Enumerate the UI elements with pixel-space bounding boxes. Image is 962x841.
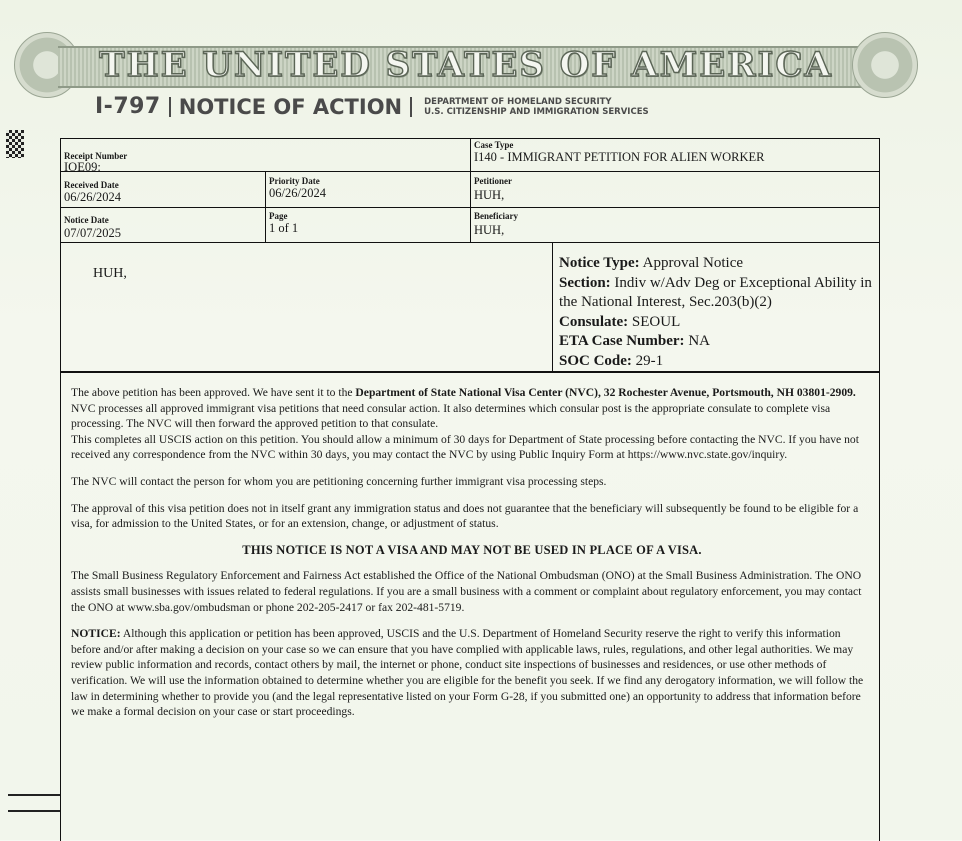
nvc-address: Department of State National Visa Center (NVC), 32 Rochester Avenue, Portsmouth, NH 03801-2909. xyxy=(355,386,856,399)
field-label: Priority Date xyxy=(269,176,320,186)
page-field xyxy=(266,208,471,243)
dept-line2: U.S. CITIZENSHIP AND IMMIGRATION SERVICES xyxy=(424,106,649,117)
notice-date-value: 07/07/2025 xyxy=(64,226,121,240)
margin-mark xyxy=(8,794,60,796)
field-label: Receipt Number xyxy=(64,151,128,161)
text-span: NVC processes all approved immigrant visa petitions that need consular action. It also determines which consular post is the appropriate consulate to complete visa processing. The NVC will then forward the approved petition to that consulate. xyxy=(71,401,831,431)
notice-label: NOTICE: xyxy=(71,627,121,641)
notice-form xyxy=(60,138,880,841)
received-date-field xyxy=(61,172,266,208)
form-number: I-797 xyxy=(95,94,161,119)
address-block xyxy=(61,243,553,371)
field-label: Received Date xyxy=(64,180,119,190)
soc-label: SOC Code: xyxy=(559,352,632,369)
banner xyxy=(14,32,918,96)
notice-type-value: Approval Notice xyxy=(642,255,744,271)
page-value: 1 of 1 xyxy=(269,221,299,235)
case-type-field xyxy=(471,139,879,172)
notice-date-field xyxy=(61,208,266,243)
petitioner-field xyxy=(471,172,879,208)
header-divider xyxy=(169,97,171,117)
dept-line1: DEPARTMENT OF HOMELAND SECURITY xyxy=(424,96,612,107)
field-label: Case Type xyxy=(474,140,514,150)
consulate-label: Consulate: xyxy=(559,313,629,330)
recipient-name: HUH, xyxy=(93,266,127,281)
text-span: The above petition has been approved. We have sent it to the xyxy=(71,386,356,399)
priority-date-value: 06/26/2024 xyxy=(269,186,326,200)
receipt-number-value: IOE09: xyxy=(64,160,101,174)
section-divider xyxy=(61,371,879,373)
field-label: Page xyxy=(269,211,288,221)
department-name xyxy=(424,97,649,117)
notice-header xyxy=(95,94,649,119)
received-date-value: 06/26/2024 xyxy=(64,190,121,204)
beneficiary-field xyxy=(471,208,879,243)
beneficiary-value: HUH, xyxy=(474,223,505,237)
eta-label: ETA Case Number: xyxy=(559,333,685,349)
margin-mark xyxy=(8,810,60,812)
field-label: Petitioner xyxy=(474,176,512,186)
petitioner-value: HUH, xyxy=(474,188,505,202)
paragraph-ombudsman: The Small Business Regulatory Enforcement and Fairness Act established the Office of the National Ombudsman (ONO) at the Small Business Administration. The ONO assists small businesses with issues related to federal regulations. If you are a small business with a comment or complaint about regulatory enforcement, you may contact the ONO at www.sba.gov/ombudsman or phone 202-205-2417 or fax 202-481-5719. xyxy=(71,569,862,614)
text-span: This completes all USCIS action on this petition. You should allow a minimum of 30 days for Department of State processing before contacting the NVC. If you have not received any correspondence from the NVC within 30 days, you may contact the NVC by using Public Inquiry Form at https://www.nvc.state.gov/inquiry. xyxy=(71,432,859,462)
visa-warning: THIS NOTICE IS NOT A VISA AND MAY NOT BE USED IN PLACE OF A VISA. xyxy=(242,542,702,557)
soc-value: 29-1 xyxy=(635,352,664,369)
barcode-icon xyxy=(6,130,24,158)
field-label: Notice Date xyxy=(64,215,109,225)
paragraph-approval xyxy=(71,385,873,463)
notice-body xyxy=(71,385,873,731)
paragraph-notice xyxy=(71,626,873,720)
receipt-number-field xyxy=(61,139,471,172)
notice-title: NOTICE OF ACTION xyxy=(178,94,403,119)
notice-type-label: Notice Type: xyxy=(559,255,640,271)
header-divider xyxy=(410,97,412,117)
case-type-value: I140 - IMMIGRANT PETITION FOR ALIEN WORKER xyxy=(474,150,765,164)
consulate-value: SEOUL xyxy=(631,313,681,330)
paragraph-nvc-contact: The NVC will contact the person for whom you are petitioning concerning further immigrant visa processing steps. xyxy=(71,474,607,488)
section-value: Indiv w/Adv Deg or Exceptional Ability in the National Interest, Sec.203(b)(2) xyxy=(559,274,872,310)
eta-value: NA xyxy=(688,333,710,349)
paragraph-status: The approval of this visa petition does not in itself grant any immigration status and does not guarantee that the beneficiary will subsequently be found to be eligible for a visa, for admission to the United States, or for an extension, change, or adjustment of status. xyxy=(71,501,859,531)
field-label: Beneficiary xyxy=(474,211,518,221)
banner-title: THE UNITED STATES OF AMERICA xyxy=(99,45,833,85)
text-span: Although this application or petition has been approved, USCIS and the U.S. Department of Homeland Security reserve the right to verify this information before and/or after making a decision on your case so we can ensure that you have complied with applicable laws, rules, regulations, and other legal authorities. We may review public information and records, contact others by mail, the internet or phone, conduct site inspections of businesses and residences, or use other methods of verification. We will use the information obtained to determine whether you are eligible for the benefit you seek. If we find any derogatory information, we will follow the law in determining whether to provide you (and the legal representative listed on your Form G-28, if you submitted one) an opportunity to address that information before we make a formal decision on your case or start proceedings. xyxy=(71,627,864,719)
section-label: Section: xyxy=(559,274,611,291)
notice-info xyxy=(559,254,877,371)
priority-date-field xyxy=(266,172,471,208)
